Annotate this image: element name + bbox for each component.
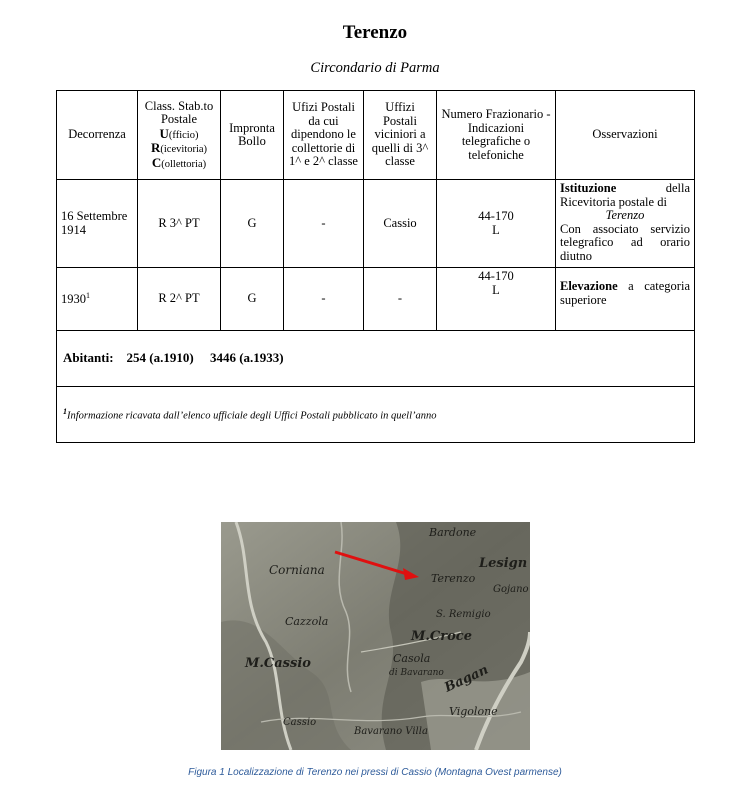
map-label-di-bavarano: di Bavarano (389, 668, 444, 678)
obs-text: a categoria superiore (560, 279, 690, 307)
obs-bold: Istituzione (560, 181, 617, 195)
cell-class: R 2^ PT (138, 268, 221, 331)
cell-decorrenza-year: 1930 (61, 291, 86, 306)
cell-decorrenza (57, 268, 138, 331)
map-label-cassio: Cassio (283, 717, 317, 728)
footnote-row (57, 387, 695, 443)
cell-osservazioni (556, 180, 695, 268)
map-drawing (221, 522, 530, 750)
map-label-m-cassio: M.Cassio (245, 656, 311, 671)
cell-osservazioni (556, 268, 695, 331)
map-label-bardone: Bardone (429, 526, 477, 539)
cell-uffizi-viciniori: Cassio (364, 180, 437, 268)
cell-numero (437, 180, 556, 268)
map-image (221, 522, 530, 750)
page-subtitle: Circondario di Parma (310, 60, 440, 76)
obs-text: della Ricevitoria postale di (560, 181, 690, 209)
map-label-baganza: Bagan (442, 662, 491, 696)
cell-ufizi-dipendenti: - (284, 180, 364, 268)
footnote-text: Informazione ricavata dall’elenco ufficiale degli Uffici Postali pubblicato in quell’anno (67, 410, 437, 422)
figure-caption: Figura 1 Localizzazione di Terenzo nei pressi di Cassio (Montagna Ovest parmense) (188, 767, 562, 778)
table-row (57, 268, 695, 331)
table-row (57, 180, 695, 268)
cell-numero-code: 44-170 (478, 209, 514, 223)
cell-numero-code: 44-170 (478, 269, 514, 283)
header-uffizi-viciniori: Uffizi Postali viciniori a quelli di 3^ classe (364, 91, 437, 180)
cell-numero (437, 268, 556, 331)
header-class-u: U (159, 125, 169, 141)
cell-numero-letter: L (492, 282, 500, 297)
header-numero-frazionario: Numero Frazionario - Indicazioni telegrafiche o telefoniche (437, 91, 556, 180)
header-class-line1: Class. Stab.to (144, 98, 214, 113)
header-ufizi-dipendenti: Ufizi Postali da cui dipendono le collettorie di 1^ e 2^ classe (284, 91, 364, 180)
map-label-terenzo: Terenzo (431, 572, 476, 585)
abitanti-row (57, 331, 695, 387)
cell-impronta: G (221, 180, 284, 268)
header-class-r-rest: (icevitoria) (160, 144, 208, 156)
cell-ufizi-dipendenti: - (284, 268, 364, 331)
header-class-line2: Postale (160, 112, 198, 127)
obs-place: Terenzo (605, 208, 645, 222)
cell-numero-letter: L (492, 222, 500, 237)
map-label-cazzola: Cazzola (285, 615, 329, 628)
map-label-corniana: Corniana (269, 563, 325, 577)
map-label-lesign: Lesign (479, 556, 528, 571)
map-label-gojano: Gojano (493, 584, 529, 595)
obs-bold: Elevazione (560, 279, 618, 293)
abitanti-text: Abitanti: 254 (a.1910) 3446 (a.1933) (57, 331, 695, 387)
map-label-m-croce: M.Croce (411, 629, 472, 644)
cell-decorrenza: 16 Settembre 1914 (57, 180, 138, 268)
header-class-c: C (151, 154, 162, 170)
cell-impronta: G (221, 268, 284, 331)
header-impronta: Impronta Bollo (221, 91, 284, 180)
post-office-table (56, 90, 695, 443)
header-osservazioni: Osservazioni (556, 91, 695, 180)
header-decorrenza: Decorrenza (57, 91, 138, 180)
cell-uffizi-viciniori: - (364, 268, 437, 331)
page-title: Terenzo (342, 22, 408, 43)
map-label-s-remigio: S. Remigio (436, 609, 491, 620)
footnote-ref: 1 (86, 290, 90, 300)
footnote-mark: 1 (63, 406, 67, 416)
header-class-r: R (150, 140, 161, 156)
header-class (138, 91, 221, 180)
table-header-row (57, 91, 695, 180)
map-label-bavarano-villa: Bavarano Villa (354, 726, 428, 737)
map-label-casola: Casola (393, 652, 431, 665)
header-class-c-rest: (ollettoria) (161, 158, 207, 170)
header-class-u-rest: (fficio) (168, 129, 199, 141)
cell-class: R 3^ PT (138, 180, 221, 268)
obs-text-2: Con associato servizio telegrafico ad orario diutno (560, 221, 690, 263)
footnote (57, 387, 695, 443)
map-label-vigolone: Vigolone (449, 705, 498, 718)
